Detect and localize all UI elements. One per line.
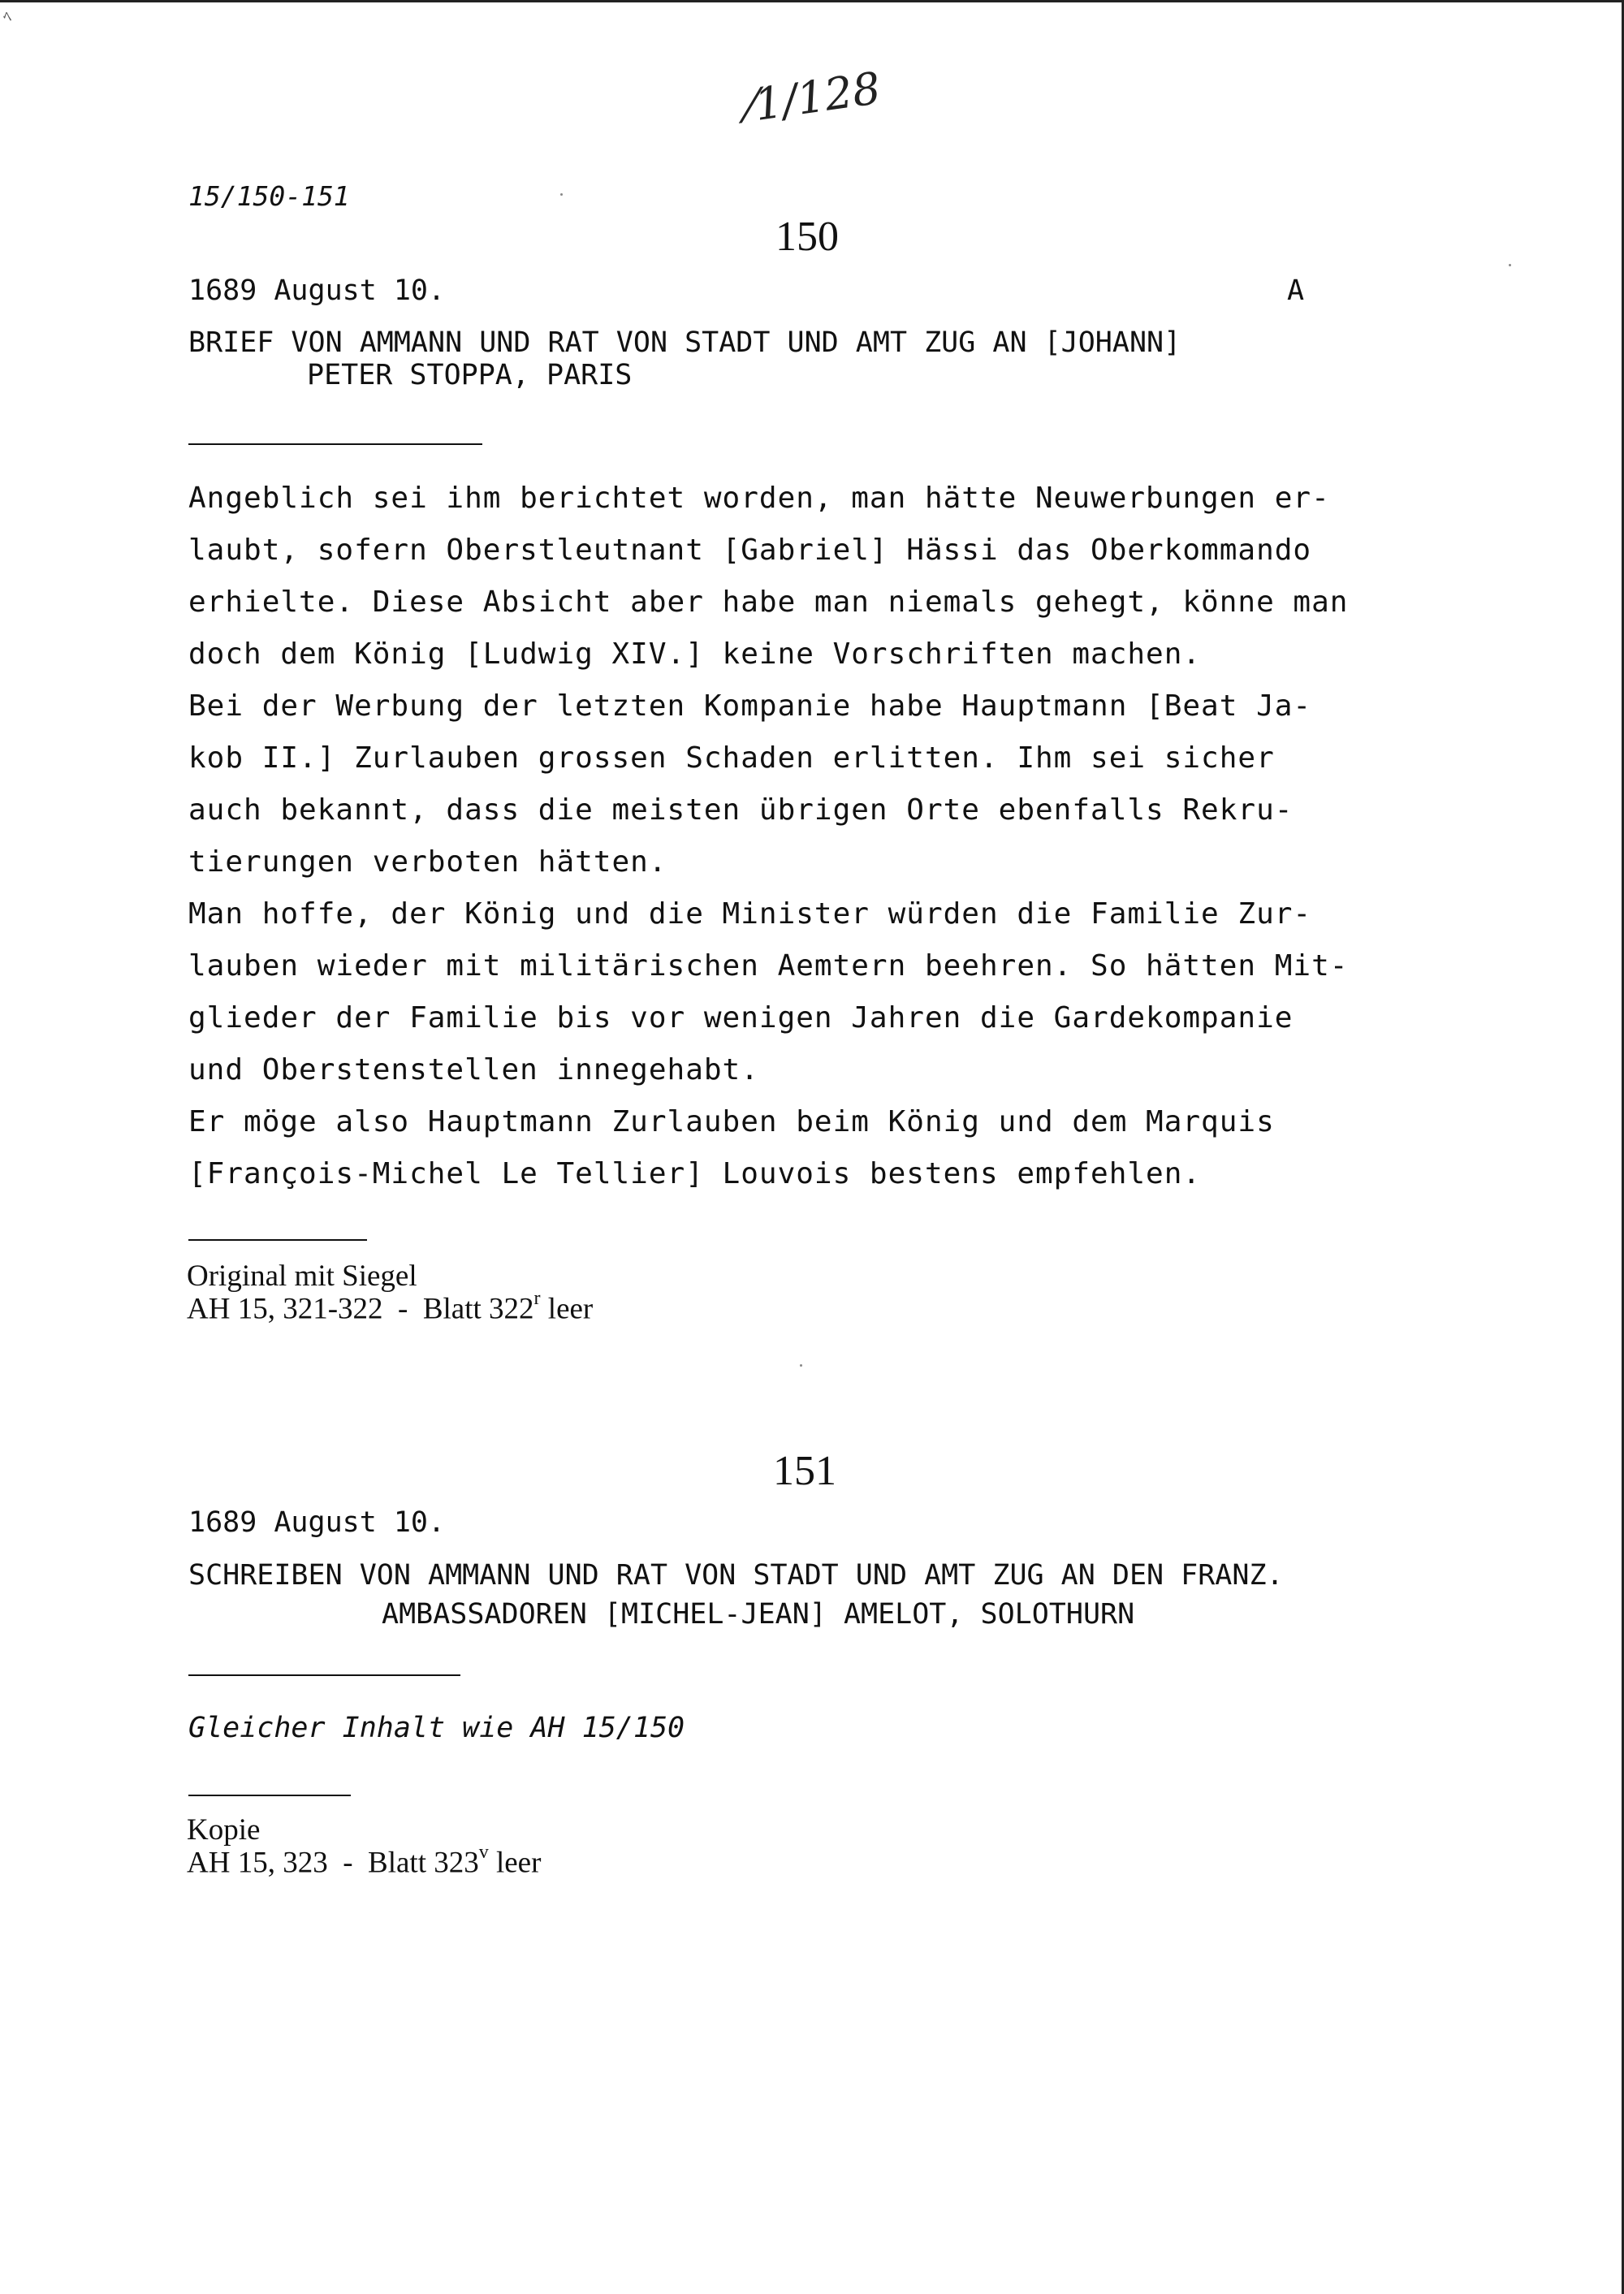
document-title-150-line1: BRIEF VON AMMANN UND RAT VON STADT UND AMT ZUG AN [JOHANN] [188, 326, 1181, 359]
scan-speck [1509, 264, 1511, 266]
source-blatt-sup: v [478, 1842, 489, 1863]
summary-line: kob II.] Zurlauben grossen Schaden erlitten. Ihm sei sicher [188, 741, 1275, 775]
document-date-150: 1689 August 10. [188, 274, 446, 307]
source-blatt: Blatt 322 [422, 1292, 534, 1326]
summary-line: Angeblich sei ihm berichtet worden, man hätte Neuwerbungen er- [188, 482, 1330, 515]
source-type-150: Original mit Siegel [187, 1259, 417, 1293]
section-divider [188, 1674, 460, 1676]
scan-speck [560, 193, 563, 196]
source-leer: leer [495, 1846, 542, 1880]
document-title-151-line2: AMBASSADOREN [MICHEL-JEAN] AMELOT, SOLOTHURN [382, 1598, 1135, 1631]
source-type-151: Kopie [187, 1813, 261, 1847]
scan-border-top [0, 0, 1624, 2]
summary-line: Man hoffe, der König und die Minister würden die Familie Zur- [188, 897, 1312, 931]
summary-line: tierungen verboten hätten. [188, 845, 667, 879]
section-divider [188, 1795, 351, 1796]
document-number-151: 151 [773, 1448, 836, 1494]
section-divider [188, 443, 482, 445]
source-ref: AH 15, 323 [187, 1846, 328, 1880]
summary-line: erhielte. Diese Absicht aber habe man niemals gehegt, könne man [188, 585, 1349, 619]
document-date-151: 1689 August 10. [188, 1506, 446, 1539]
reference-code: 15/150-151 [188, 180, 350, 212]
source-leer: leer [547, 1292, 594, 1326]
handwritten-archive-number: ⁄1/128 [744, 62, 884, 132]
content-note-151: Gleicher Inhalt wie AH 15/150 [188, 1712, 685, 1744]
summary-line: [François-Michel Le Tellier] Louvois bestens empfehlen. [188, 1157, 1202, 1190]
summary-line: Er möge also Hauptmann Zurlauben beim König und dem Marquis [188, 1105, 1275, 1138]
document-number-150: 150 [775, 214, 839, 260]
source-dash: - [398, 1292, 408, 1326]
source-reference-150 [187, 1288, 594, 1326]
source-ref: AH 15, 321-322 [187, 1292, 383, 1326]
summary-line: und Oberstenstellen innegehabt. [188, 1053, 759, 1087]
source-reference-151 [187, 1842, 542, 1880]
source-blatt: Blatt 323 [368, 1846, 479, 1880]
corner-mark: ﾍ [3, 6, 11, 26]
summary-line: doch dem König [Ludwig XIV.] keine Vorschriften machen. [188, 637, 1202, 671]
scan-speck [800, 1364, 802, 1367]
summary-line: glieder der Familie bis vor wenigen Jahren die Gardekompanie [188, 1001, 1294, 1035]
section-divider [188, 1239, 367, 1241]
language-marker: A [1287, 274, 1305, 307]
source-blatt-sup: r [533, 1288, 541, 1309]
summary-line: Bei der Werbung der letzten Kompanie habe Hauptmann [Beat Ja- [188, 689, 1312, 723]
document-summary-150 [188, 473, 1455, 1200]
source-dash: - [343, 1846, 353, 1880]
document-title-150-line2: PETER STOPPA, PARIS [307, 359, 633, 391]
summary-line: auch bekannt, dass die meisten übrigen Orte ebenfalls Rekru- [188, 793, 1294, 827]
summary-line: lauben wieder mit militärischen Aemtern beehren. So hätten Mit- [188, 949, 1349, 983]
summary-line: laubt, sofern Oberstleutnant [Gabriel] Hässi das Oberkommando [188, 534, 1312, 567]
document-title-151-line1: SCHREIBEN VON AMMANN UND RAT VON STADT UND AMT ZUG AN DEN FRANZ. [188, 1559, 1284, 1592]
